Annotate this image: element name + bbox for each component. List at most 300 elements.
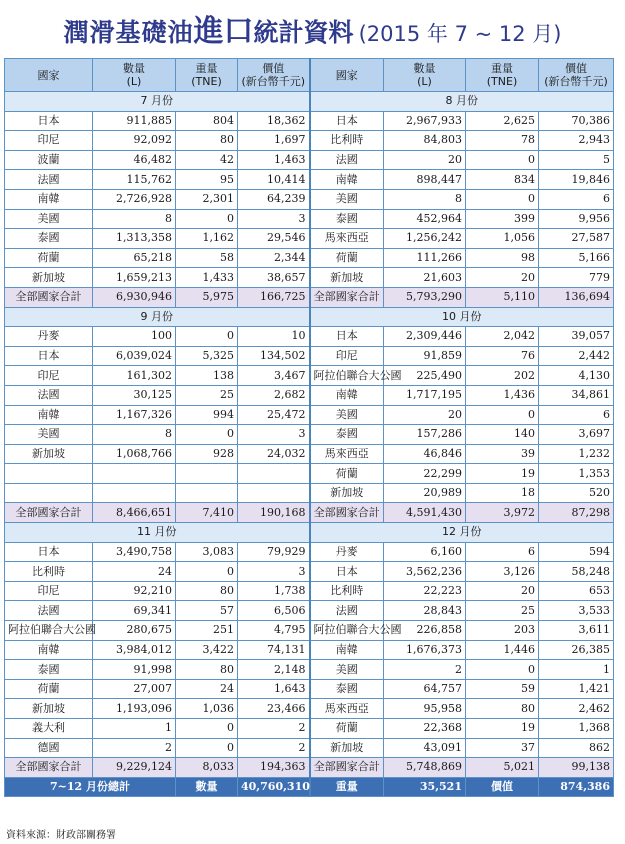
country-cell: 馬來西亞 bbox=[310, 699, 384, 719]
quantity-cell: 2,726,928 bbox=[93, 189, 176, 209]
country-cell: 比利時 bbox=[5, 562, 93, 582]
quantity-cell: 1,717,195 bbox=[384, 385, 466, 405]
weight-cell: 78 bbox=[466, 131, 539, 151]
quantity-cell: 2,967,933 bbox=[384, 111, 466, 131]
value-cell: 26,385 bbox=[539, 640, 614, 660]
weight-cell: 251 bbox=[176, 621, 238, 641]
weight-cell: 98 bbox=[466, 248, 539, 268]
country-cell: 日本 bbox=[310, 111, 384, 131]
title-part-1: 潤滑基礎油 bbox=[63, 18, 194, 47]
header-weight: 重量 (TNE) bbox=[466, 59, 539, 92]
weight-cell: 59 bbox=[466, 679, 539, 699]
value-cell: 79,929 bbox=[238, 542, 310, 562]
quantity-cell: 22,223 bbox=[384, 581, 466, 601]
country-cell: 馬來西亞 bbox=[310, 229, 384, 249]
table-row bbox=[5, 483, 614, 503]
quantity-cell: 6,160 bbox=[384, 542, 466, 562]
weight-cell: 3,126 bbox=[466, 562, 539, 582]
country-cell: 新加坡 bbox=[5, 699, 93, 719]
value-cell: 38,657 bbox=[238, 268, 310, 288]
quantity-cell: 1,659,213 bbox=[93, 268, 176, 288]
import-statistics-table bbox=[4, 58, 614, 797]
value-cell: 3,697 bbox=[539, 425, 614, 445]
weight-cell bbox=[176, 464, 238, 484]
weight-cell: 3,083 bbox=[176, 542, 238, 562]
quantity-cell: 65,218 bbox=[93, 248, 176, 268]
weight-cell: 1,056 bbox=[466, 229, 539, 249]
country-cell: 阿拉伯聯合大公國 bbox=[310, 366, 384, 386]
header-country: 國家 bbox=[5, 59, 93, 92]
value-cell: 29,546 bbox=[238, 229, 310, 249]
country-cell: 日本 bbox=[5, 542, 93, 562]
total-label: 全部國家合計 bbox=[310, 503, 384, 523]
quantity-cell: 91,859 bbox=[384, 346, 466, 366]
weight-cell: 0 bbox=[466, 405, 539, 425]
quantity-cell: 280,675 bbox=[93, 621, 176, 641]
value-cell: 4,130 bbox=[539, 366, 614, 386]
country-cell: 日本 bbox=[310, 562, 384, 582]
country-cell: 荷蘭 bbox=[5, 679, 93, 699]
country-cell: 德國 bbox=[5, 738, 93, 758]
quantity-cell: 2 bbox=[93, 738, 176, 758]
quantity-cell: 1,167,326 bbox=[93, 405, 176, 425]
value-cell: 1 bbox=[539, 660, 614, 680]
quantity-cell: 1,193,096 bbox=[93, 699, 176, 719]
value-cell: 3,611 bbox=[539, 621, 614, 641]
total-quantity-cell: 6,930,946 bbox=[93, 287, 176, 307]
table-row bbox=[5, 542, 614, 562]
month-label: 10 月份 bbox=[310, 307, 614, 327]
table-row bbox=[5, 640, 614, 660]
country-cell: 新加坡 bbox=[5, 444, 93, 464]
value-cell: 3,533 bbox=[539, 601, 614, 621]
weight-cell: 80 bbox=[176, 581, 238, 601]
table-row bbox=[5, 581, 614, 601]
total-quantity-cell: 9,229,124 bbox=[93, 758, 176, 778]
table-row bbox=[5, 660, 614, 680]
value-cell bbox=[238, 483, 310, 503]
value-cell: 3 bbox=[238, 209, 310, 229]
month-label: 8 月份 bbox=[310, 92, 614, 112]
country-cell: 義大利 bbox=[5, 719, 93, 739]
total-label: 全部國家合計 bbox=[5, 503, 93, 523]
weight-cell: 1,036 bbox=[176, 699, 238, 719]
weight-cell: 20 bbox=[466, 581, 539, 601]
total-label: 全部國家合計 bbox=[5, 287, 93, 307]
weight-cell: 0 bbox=[176, 327, 238, 347]
value-cell: 2,943 bbox=[539, 131, 614, 151]
value-cell: 653 bbox=[539, 581, 614, 601]
table-row bbox=[5, 268, 614, 288]
weight-cell: 80 bbox=[176, 131, 238, 151]
value-cell: 2,148 bbox=[238, 660, 310, 680]
table-row bbox=[5, 248, 614, 268]
weight-cell: 6 bbox=[466, 542, 539, 562]
country-cell: 新加坡 bbox=[5, 268, 93, 288]
weight-cell: 19 bbox=[466, 464, 539, 484]
quantity-cell: 3,490,758 bbox=[93, 542, 176, 562]
country-cell: 比利時 bbox=[310, 131, 384, 151]
table-row bbox=[5, 150, 614, 170]
header-weight: 重量 (TNE) bbox=[176, 59, 238, 92]
total-weight-cell: 3,972 bbox=[466, 503, 539, 523]
value-cell: 3 bbox=[238, 562, 310, 582]
weight-cell: 58 bbox=[176, 248, 238, 268]
value-cell: 27,587 bbox=[539, 229, 614, 249]
country-cell: 阿拉伯聯合大公國 bbox=[5, 621, 93, 641]
total-weight-cell: 8,033 bbox=[176, 758, 238, 778]
value-cell: 520 bbox=[539, 483, 614, 503]
quantity-cell: 64,757 bbox=[384, 679, 466, 699]
total-value-cell: 99,138 bbox=[539, 758, 614, 778]
country-cell: 南韓 bbox=[310, 640, 384, 660]
total-value-cell: 136,694 bbox=[539, 287, 614, 307]
value-cell: 10 bbox=[238, 327, 310, 347]
quantity-cell: 1,256,242 bbox=[384, 229, 466, 249]
country-cell: 美國 bbox=[310, 660, 384, 680]
country-cell: 美國 bbox=[5, 425, 93, 445]
weight-cell: 928 bbox=[176, 444, 238, 464]
quantity-cell: 226,858 bbox=[384, 621, 466, 641]
table-row bbox=[5, 385, 614, 405]
quantity-cell: 95,958 bbox=[384, 699, 466, 719]
country-cell: 新加坡 bbox=[310, 268, 384, 288]
value-cell: 2 bbox=[238, 738, 310, 758]
country-cell: 阿拉伯聯合大公國 bbox=[310, 621, 384, 641]
value-cell: 862 bbox=[539, 738, 614, 758]
value-cell: 25,472 bbox=[238, 405, 310, 425]
country-cell: 新加坡 bbox=[310, 483, 384, 503]
month-header-row bbox=[5, 307, 614, 327]
total-value-cell: 87,298 bbox=[539, 503, 614, 523]
total-quantity-cell: 8,466,651 bbox=[93, 503, 176, 523]
value-cell: 1,697 bbox=[238, 131, 310, 151]
table-row bbox=[5, 189, 614, 209]
country-cell: 日本 bbox=[5, 111, 93, 131]
value-cell: 1,643 bbox=[238, 679, 310, 699]
value-cell: 6 bbox=[539, 189, 614, 209]
weight-cell: 0 bbox=[176, 738, 238, 758]
weight-cell: 0 bbox=[466, 189, 539, 209]
quantity-cell: 21,603 bbox=[384, 268, 466, 288]
table-row bbox=[5, 366, 614, 386]
weight-cell: 95 bbox=[176, 170, 238, 190]
page-title bbox=[0, 6, 625, 49]
country-cell: 印尼 bbox=[5, 131, 93, 151]
table-row bbox=[5, 464, 614, 484]
quantity-cell: 452,964 bbox=[384, 209, 466, 229]
grand-total-label: 7~12 月份總計 bbox=[5, 777, 176, 797]
quantity-cell: 2,309,446 bbox=[384, 327, 466, 347]
quantity-cell: 100 bbox=[93, 327, 176, 347]
weight-cell: 2,301 bbox=[176, 189, 238, 209]
quantity-cell: 92,210 bbox=[93, 581, 176, 601]
total-label: 全部國家合計 bbox=[310, 758, 384, 778]
value-cell: 3 bbox=[238, 425, 310, 445]
value-cell: 6,506 bbox=[238, 601, 310, 621]
country-cell: 丹麥 bbox=[5, 327, 93, 347]
country-cell: 南韓 bbox=[5, 189, 93, 209]
total-value-cell: 166,725 bbox=[238, 287, 310, 307]
month-total-row bbox=[5, 503, 614, 523]
country-cell: 南韓 bbox=[5, 405, 93, 425]
country-cell: 日本 bbox=[310, 327, 384, 347]
quantity-cell bbox=[93, 464, 176, 484]
month-total-row bbox=[5, 287, 614, 307]
value-cell: 1,353 bbox=[539, 464, 614, 484]
value-cell: 23,466 bbox=[238, 699, 310, 719]
month-label: 12 月份 bbox=[310, 523, 614, 543]
value-cell: 1,463 bbox=[238, 150, 310, 170]
quantity-cell: 20 bbox=[384, 405, 466, 425]
data-source-note: 資料來源：財政部關務署 bbox=[6, 830, 116, 841]
value-cell: 5 bbox=[539, 150, 614, 170]
total-weight-cell: 7,410 bbox=[176, 503, 238, 523]
title-part-2: 進口 bbox=[193, 14, 254, 49]
quantity-cell: 1,676,373 bbox=[384, 640, 466, 660]
quantity-cell: 69,341 bbox=[93, 601, 176, 621]
weight-cell: 0 bbox=[466, 150, 539, 170]
month-header-row bbox=[5, 523, 614, 543]
value-cell: 5,166 bbox=[539, 248, 614, 268]
quantity-cell: 898,447 bbox=[384, 170, 466, 190]
quantity-cell: 46,846 bbox=[384, 444, 466, 464]
country-cell: 比利時 bbox=[310, 581, 384, 601]
weight-cell: 804 bbox=[176, 111, 238, 131]
country-cell: 美國 bbox=[5, 209, 93, 229]
value-cell: 1,421 bbox=[539, 679, 614, 699]
quantity-cell: 111,266 bbox=[384, 248, 466, 268]
weight-cell: 0 bbox=[466, 660, 539, 680]
weight-cell: 140 bbox=[466, 425, 539, 445]
quantity-cell: 20,989 bbox=[384, 483, 466, 503]
country-cell: 法國 bbox=[5, 601, 93, 621]
header-value: 價值 (新台幣千元) bbox=[539, 59, 614, 92]
quantity-cell: 20 bbox=[384, 150, 466, 170]
country-cell: 泰國 bbox=[5, 660, 93, 680]
weight-cell: 2,625 bbox=[466, 111, 539, 131]
quantity-cell: 84,803 bbox=[384, 131, 466, 151]
country-cell: 荷蘭 bbox=[310, 719, 384, 739]
weight-cell: 19 bbox=[466, 719, 539, 739]
weight-cell: 0 bbox=[176, 209, 238, 229]
quantity-cell: 22,368 bbox=[384, 719, 466, 739]
value-cell: 18,362 bbox=[238, 111, 310, 131]
country-cell: 新加坡 bbox=[310, 738, 384, 758]
weight-cell: 0 bbox=[176, 425, 238, 445]
month-label: 7 月份 bbox=[5, 92, 310, 112]
value-cell: 594 bbox=[539, 542, 614, 562]
table-row bbox=[5, 425, 614, 445]
value-cell: 6 bbox=[539, 405, 614, 425]
value-cell bbox=[238, 464, 310, 484]
value-cell: 1,232 bbox=[539, 444, 614, 464]
month-label: 11 月份 bbox=[5, 523, 310, 543]
value-cell: 4,795 bbox=[238, 621, 310, 641]
quantity-cell: 91,998 bbox=[93, 660, 176, 680]
value-cell: 2,344 bbox=[238, 248, 310, 268]
quantity-cell: 1,068,766 bbox=[93, 444, 176, 464]
country-cell: 波蘭 bbox=[5, 150, 93, 170]
weight-cell: 39 bbox=[466, 444, 539, 464]
total-weight-cell: 5,021 bbox=[466, 758, 539, 778]
quantity-cell: 6,039,024 bbox=[93, 346, 176, 366]
table-row bbox=[5, 209, 614, 229]
table-row bbox=[5, 444, 614, 464]
country-cell: 泰國 bbox=[310, 425, 384, 445]
weight-cell: 57 bbox=[176, 601, 238, 621]
value-cell: 2 bbox=[238, 719, 310, 739]
weight-cell: 80 bbox=[466, 699, 539, 719]
quantity-cell: 28,843 bbox=[384, 601, 466, 621]
country-cell: 法國 bbox=[5, 385, 93, 405]
country-cell: 法國 bbox=[310, 150, 384, 170]
weight-cell: 203 bbox=[466, 621, 539, 641]
quantity-cell: 8 bbox=[384, 189, 466, 209]
weight-cell: 0 bbox=[176, 562, 238, 582]
value-cell: 3,467 bbox=[238, 366, 310, 386]
weight-cell: 1,446 bbox=[466, 640, 539, 660]
quantity-cell: 2 bbox=[384, 660, 466, 680]
country-cell: 泰國 bbox=[310, 209, 384, 229]
quantity-cell bbox=[93, 483, 176, 503]
weight-cell: 0 bbox=[176, 719, 238, 739]
weight-cell: 25 bbox=[466, 601, 539, 621]
country-cell: 法國 bbox=[5, 170, 93, 190]
title-date-range: (2015 年 7 ~ 12 月) bbox=[358, 22, 562, 46]
weight-cell: 202 bbox=[466, 366, 539, 386]
table-row bbox=[5, 346, 614, 366]
value-cell: 64,239 bbox=[238, 189, 310, 209]
quantity-cell: 43,091 bbox=[384, 738, 466, 758]
country-cell: 印尼 bbox=[5, 366, 93, 386]
country-cell: 南韓 bbox=[310, 170, 384, 190]
total-quantity-cell: 4,591,430 bbox=[384, 503, 466, 523]
country-cell bbox=[5, 483, 93, 503]
quantity-cell: 8 bbox=[93, 425, 176, 445]
country-cell: 丹麥 bbox=[310, 542, 384, 562]
quantity-cell: 3,562,236 bbox=[384, 562, 466, 582]
quantity-cell: 911,885 bbox=[93, 111, 176, 131]
country-cell: 美國 bbox=[310, 189, 384, 209]
weight-cell: 25 bbox=[176, 385, 238, 405]
weight-cell: 399 bbox=[466, 209, 539, 229]
quantity-cell: 161,302 bbox=[93, 366, 176, 386]
quantity-cell: 1,313,358 bbox=[93, 229, 176, 249]
country-cell: 荷蘭 bbox=[310, 464, 384, 484]
weight-cell bbox=[176, 483, 238, 503]
header-quantity: 數量 (L) bbox=[93, 59, 176, 92]
table-row bbox=[5, 229, 614, 249]
table-body bbox=[5, 59, 614, 797]
country-cell: 印尼 bbox=[5, 581, 93, 601]
country-cell: 美國 bbox=[310, 405, 384, 425]
quantity-cell: 92,092 bbox=[93, 131, 176, 151]
table-row bbox=[5, 170, 614, 190]
month-label: 9 月份 bbox=[5, 307, 310, 327]
weight-cell: 3,422 bbox=[176, 640, 238, 660]
table-row bbox=[5, 699, 614, 719]
weight-cell: 2,042 bbox=[466, 327, 539, 347]
country-cell: 馬來西亞 bbox=[310, 444, 384, 464]
value-cell: 34,861 bbox=[539, 385, 614, 405]
value-cell: 58,248 bbox=[539, 562, 614, 582]
quantity-cell: 3,984,012 bbox=[93, 640, 176, 660]
value-cell: 1,738 bbox=[238, 581, 310, 601]
value-cell: 74,131 bbox=[238, 640, 310, 660]
country-cell: 日本 bbox=[5, 346, 93, 366]
table-header-row bbox=[5, 59, 614, 92]
header-quantity: 數量 (L) bbox=[384, 59, 466, 92]
weight-cell: 994 bbox=[176, 405, 238, 425]
total-value-cell: 190,168 bbox=[238, 503, 310, 523]
country-cell: 南韓 bbox=[310, 385, 384, 405]
value-cell: 2,462 bbox=[539, 699, 614, 719]
value-cell: 2,682 bbox=[238, 385, 310, 405]
quantity-cell: 30,125 bbox=[93, 385, 176, 405]
value-cell: 779 bbox=[539, 268, 614, 288]
weight-cell: 18 bbox=[466, 483, 539, 503]
table-row bbox=[5, 621, 614, 641]
weight-cell: 1,433 bbox=[176, 268, 238, 288]
weight-cell: 24 bbox=[176, 679, 238, 699]
value-cell: 39,057 bbox=[539, 327, 614, 347]
table-row bbox=[5, 679, 614, 699]
weight-cell: 834 bbox=[466, 170, 539, 190]
weight-cell: 1,162 bbox=[176, 229, 238, 249]
month-total-row bbox=[5, 758, 614, 778]
grand-quantity-value: 40,760,310 bbox=[238, 777, 310, 797]
quantity-cell: 225,490 bbox=[384, 366, 466, 386]
country-cell: 泰國 bbox=[5, 229, 93, 249]
total-value-cell: 194,363 bbox=[238, 758, 310, 778]
value-cell: 134,502 bbox=[238, 346, 310, 366]
value-cell: 70,386 bbox=[539, 111, 614, 131]
value-cell: 2,442 bbox=[539, 346, 614, 366]
quantity-cell: 1 bbox=[93, 719, 176, 739]
grand-weight-value: 35,521 bbox=[384, 777, 466, 797]
month-header-row bbox=[5, 92, 614, 112]
table-row bbox=[5, 738, 614, 758]
total-label: 全部國家合計 bbox=[310, 287, 384, 307]
value-cell: 24,032 bbox=[238, 444, 310, 464]
weight-cell: 76 bbox=[466, 346, 539, 366]
weight-cell: 138 bbox=[176, 366, 238, 386]
total-weight-cell: 5,975 bbox=[176, 287, 238, 307]
quantity-cell: 22,299 bbox=[384, 464, 466, 484]
weight-cell: 80 bbox=[176, 660, 238, 680]
weight-cell: 5,325 bbox=[176, 346, 238, 366]
country-cell: 荷蘭 bbox=[310, 248, 384, 268]
total-weight-cell: 5,110 bbox=[466, 287, 539, 307]
table-row bbox=[5, 405, 614, 425]
table-row bbox=[5, 601, 614, 621]
country-cell: 泰國 bbox=[310, 679, 384, 699]
grand-quantity-label: 數量 bbox=[176, 777, 238, 797]
total-quantity-cell: 5,793,290 bbox=[384, 287, 466, 307]
header-value: 價值 (新台幣千元) bbox=[238, 59, 310, 92]
quantity-cell: 115,762 bbox=[93, 170, 176, 190]
value-cell: 1,368 bbox=[539, 719, 614, 739]
table-row bbox=[5, 131, 614, 151]
total-quantity-cell: 5,748,869 bbox=[384, 758, 466, 778]
weight-cell: 20 bbox=[466, 268, 539, 288]
country-cell: 荷蘭 bbox=[5, 248, 93, 268]
total-label: 全部國家合計 bbox=[5, 758, 93, 778]
value-cell: 10,414 bbox=[238, 170, 310, 190]
quantity-cell: 157,286 bbox=[384, 425, 466, 445]
table-row bbox=[5, 111, 614, 131]
